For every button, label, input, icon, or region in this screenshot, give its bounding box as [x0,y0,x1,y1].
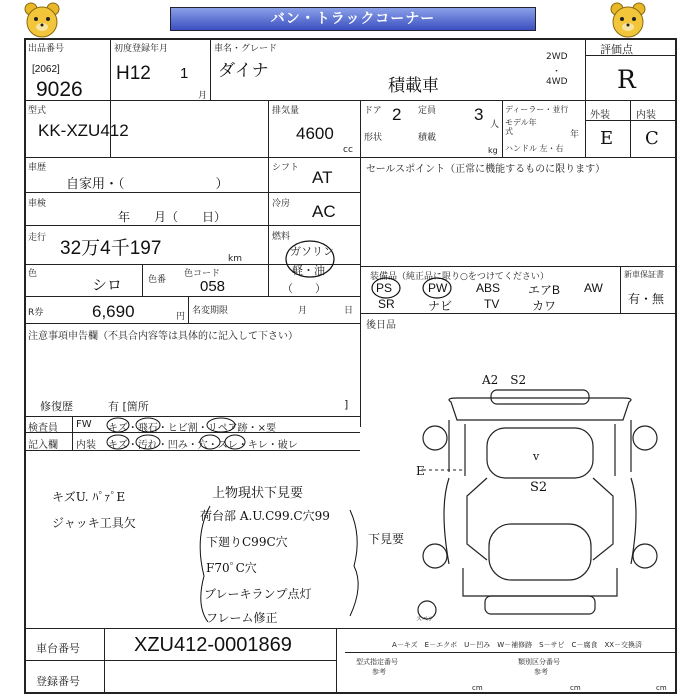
mileage-value: 32万4千197 [60,238,162,259]
bear-mascot-icon [608,0,648,40]
registration-month: 1 [180,65,189,82]
note-bed: 荷台部 A.U.C99.C穴99 [200,509,330,523]
history-value: 自家用・（ ） [66,176,229,191]
rear-items-label: 後日品 [366,320,396,331]
notes-label: 注意事項申告欄（不具合内容等は具体的に記入して下さい） [28,331,298,342]
doors-label: ドア [364,106,382,116]
model-spec-label: 型式指定番号 [356,658,398,666]
inspector-circle-marks [104,416,360,450]
rating-score: R [617,65,636,94]
chassis-label: 車台番号 [36,642,80,655]
aircon-value: AC [312,202,336,221]
capacity-value: 3 [474,105,484,124]
registration-year: H12 [116,63,151,84]
doors-value: 2 [392,105,402,124]
spare-label: スペア [416,616,435,623]
color-label: 色 [28,269,38,279]
fuel-gasoline: ガソリン [290,245,334,258]
interior-label: 内装 [636,110,656,121]
fuel-diesel: 軽・油 [292,264,325,277]
drive-4wd: 4WD [546,77,568,87]
model-label: 型式 [28,106,47,116]
lot-number-label: 出品番号 [28,44,65,54]
shift-value: AT [312,168,333,187]
capacity-label: 定員 [418,106,437,116]
repair-history-close: ] [344,398,349,411]
model-spec-ref: 参考 [372,668,386,676]
recycle-value: 6,690 [92,302,135,321]
recycle-label: R券 [28,308,44,318]
recycle-unit: 円 [176,312,186,322]
repair-history-label: 修復歴 [40,400,73,413]
displacement-label: 排気量 [272,106,300,116]
note-brake-lamp: ブレーキランプ点灯 [204,587,312,601]
record-label: 記入欄 [28,440,58,451]
displacement-value: 4600 [296,124,334,143]
inspector-label: 検査員 [28,423,58,434]
drive-2wd: 2WD [546,52,568,62]
aircon-label: 冷房 [272,199,291,209]
equipment-navi: ナビ [428,299,453,313]
note-bracket [190,476,370,626]
equipment-leather: カワ [532,299,557,313]
color-code: 058 [200,278,226,295]
note-upper-body: 上物現状下見要 [212,486,304,501]
fuel-other: （ ） [282,282,326,295]
dealer-label: ディーラー・並行 [505,105,569,114]
sales-point-label: セールスポイント（正常に機能するものに限ります） [366,164,606,175]
rating-label: 評価点 [600,43,633,56]
first-registration-label: 初度登録年月 [114,44,169,54]
equipment-label: 装備品（純正品に限り○をつけてください） [370,272,549,282]
inspector-interior-items: キズ・汚れ・凹み・穴・スレ・キレ・破レ [108,440,298,451]
inspection-value: 年 月（ 日） [118,210,227,224]
inspector-interior: 内装 [76,440,96,451]
warranty-value: 有・無 [628,292,665,306]
dim-cm-1: cm [472,684,483,692]
shape-label: 形状 [364,133,383,143]
dim-cm-3: cm [656,684,667,692]
month-unit: 月 [198,91,208,101]
model-year-label: モデル年式 [505,118,537,136]
equipment-pw: PW [428,281,448,295]
capacity-unit: 人 [490,120,500,130]
lot-number: 9026 [36,78,83,101]
vehicle-grade: 積載車 [388,76,439,96]
year-unit: 年 [570,130,580,140]
inspector-fw: FW [76,419,92,430]
equipment-circle-marks [370,276,460,300]
fuel-label: 燃料 [272,232,291,242]
diagram-body-note: S2 [530,480,548,495]
category-ref: 参考 [534,668,548,676]
equipment-aw: AW [584,281,603,295]
note-jack-missing: ジャッキ工具欠 [52,516,136,530]
color-code-label: 色コード [184,269,221,279]
fuel-circle-mark [284,238,336,280]
registration-number-label: 登録番号 [36,675,80,688]
handle-label: ハンドル 左・右 [505,144,564,153]
note-underbody: 下廻りC99C穴 [206,535,288,549]
note-frame: フレーム修正 [206,611,278,625]
inspection-label: 車検 [28,199,47,209]
vehicle-name: ダイナ [218,61,269,81]
warranty-label: 新車保証書 [624,270,664,279]
displacement-unit: cc [343,145,353,155]
equipment-airbag: エアB [528,283,561,297]
note-side-inspect: 下見要 [368,532,405,546]
diagram-side-e: E [416,464,425,478]
shift-label: シフト [272,163,300,173]
equipment-sr: SR [378,297,395,311]
exterior-label: 外装 [590,110,610,121]
color-value: シロ [92,277,123,294]
lot-sub-number: [2062] [32,64,60,75]
damage-legend: A－キズ E－エクボ U－凹み W－補修跡 S－サビ C－腐食 XX－交換済 [392,641,643,649]
note-front: F70ﾟC穴 [206,561,257,575]
chassis-number: XZU412-0001869 [134,634,292,656]
interior-score: C [645,128,659,149]
repair-history-value: 有 [箇所 [108,400,149,413]
mileage-label: 走行 [28,233,47,243]
model-code: KK-XZU412 [38,121,129,140]
diagram-mark-v: v [533,450,540,463]
vehicle-name-label: 車名・グレード [214,44,278,54]
equipment-ps: PS [376,281,393,295]
exterior-score: E [600,128,614,149]
drive-dot: ・ [552,67,562,77]
diagram-top-note: A2 S2 [482,373,527,387]
color-number-label: 色番 [148,275,167,285]
equipment-tv: TV [484,297,500,311]
limit-month: 月 [298,306,308,316]
inspector-fw-items: キズ・飛石・ヒビ割・リペア跡・×要 [108,423,276,434]
mileage-unit: km [228,254,242,264]
history-label: 車歴 [28,163,47,173]
dim-cm-2: cm [570,684,581,692]
note-scratch: キズU. ﾊﾟｧﾟE [52,490,126,504]
load-unit: kg [488,146,498,155]
name-change-limit-label: 名変期限 [192,306,229,316]
page-title: バン・トラックコーナー [170,7,536,31]
limit-day: 日 [344,306,354,316]
category-label: 類別区分番号 [518,658,560,666]
load-label: 積載 [418,133,437,143]
equipment-abs: ABS [476,281,501,295]
vehicle-damage-diagram [405,368,675,624]
bear-mascot-icon [22,0,62,40]
